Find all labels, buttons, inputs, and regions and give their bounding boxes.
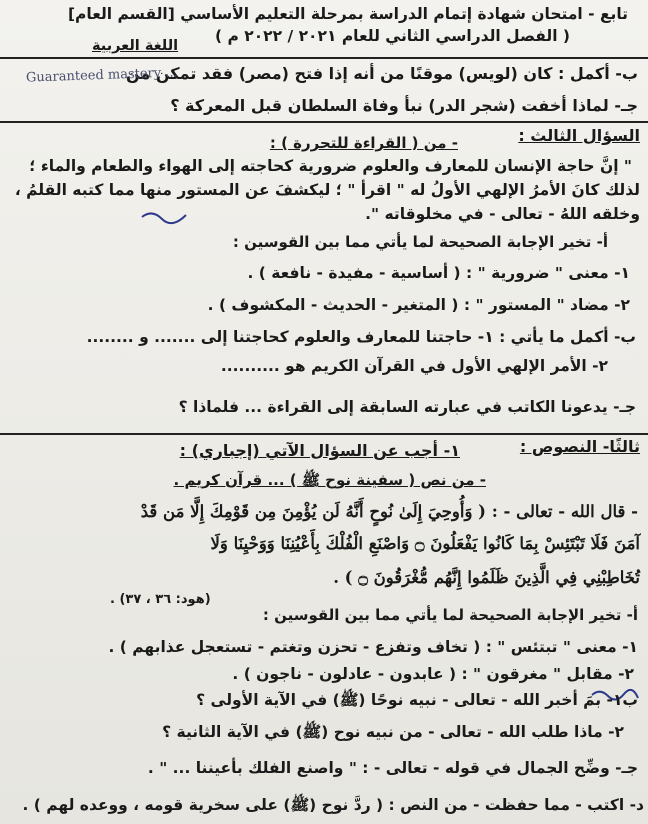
- section-3-label: ثالثًا- النصوص :: [519, 437, 640, 456]
- verse-line-3: تُخَاطِبْنِي فِي الَّذِينَ ظَلَمُوا إِنَّهُم مُّغْرَقُونَ ۝ ) .: [333, 568, 640, 587]
- part-b-question-b: ب- أكمل : كان (لويس) موقنًا من أنه إذا فتح (مصر) فقد تمكن من: [126, 64, 638, 83]
- q3-source: - من ( القراءة للتحررة ) :: [269, 134, 458, 152]
- pen-tick-mark: [140, 207, 190, 229]
- texts-instruction: أ- تخير الإجابة الصحيحة لما يأتي مما بين القوسين :: [262, 606, 638, 624]
- texts-item-2: ٢- مقابل " مغرقون " : ( عابدون - عادلون - ناجون ) .: [232, 665, 634, 683]
- q3-passage-line-3: وخلقه اللهُ - تعالى - في مخلوقاته ".: [365, 205, 640, 223]
- q3-question-c: جـ- يدعونا الكاتب في عبارته السابقة إلى القراءة ... فلماذا ؟: [178, 398, 636, 416]
- q3-passage-line-2: لذلك كانَ الأمرُ الإلهي الأولُ له " اقرأ " ؛ ليكشفَ عن المستور منها مما كتبه القلمُ ،: [14, 181, 640, 199]
- mandatory-question: ١- أجب عن السؤال الآتي (إجباري) :: [179, 441, 460, 460]
- q3-complete-2: ٢- الأمر الإلهي الأول في القرآن الكريم هو ..........: [220, 357, 608, 375]
- section-divider: [0, 433, 648, 435]
- q3-label: السؤال الثالث :: [518, 126, 640, 145]
- text-source: - من نص ( سفينة نوح ﷺ ) ... قرآن كريم .: [173, 471, 486, 489]
- texts-item-1: ١- معنى " تبتئس " : ( تخاف وتفزع - تحزن وتغتم - تستعجل عذابهم ) .: [108, 638, 638, 656]
- texts-question-b2: ٢- ماذا طلب الله - تعالى - من نبيه نوح (ﷺ) في الآية الثانية ؟: [162, 723, 624, 741]
- header-line-2: ( الفصل الدراسي الثاني للعام ٢٠٢١ / ٢٠٢٢ م ): [215, 27, 570, 45]
- q3-item-2: ٢- مضاد " المستور " : ( المتغير - الحديث - المكشوف ) .: [207, 296, 630, 314]
- part-b-question-c: جـ- لماذا أخفت (شجر الدر) نبأ وفاة السلطان قبل المعركة ؟: [170, 96, 638, 115]
- verse-line-1: - قال الله - تعالى - : ( وَأُوحِيَ إِلَىٰ نُوحٍ أَنَّهُ لَن يُؤْمِنَ مِن قَوْمِكَ إِلَّا مَن قَدْ: [140, 502, 638, 521]
- q3-passage-line-1: " إنَّ حاجة الإنسان للمعارف والعلوم ضرورية كحاجته إلى الهواء والطعام والماء ؛: [29, 157, 632, 175]
- texts-question-b1: ب١- بمَ أخبر الله - تعالى - نبيه نوحًا (ﷺ) في الآية الأولى ؟: [196, 691, 638, 709]
- verse-reference: (هود: ٣٦ ، ٣٧) .: [110, 592, 211, 607]
- texts-question-c: جـ- وضِّح الجمال في قوله - تعالى - : " واصنع الفلك بأعيننا ... " .: [147, 759, 638, 777]
- texts-question-d: د- اكتب - مما حفظت - من النص : ( ردَّ نوح (ﷺ) على سخرية قومه ، ووعده لهم ) .: [22, 796, 644, 814]
- q3-instruction: أ- تخير الإجابة الصحيحة لما يأتي مما بين القوسين :: [232, 233, 608, 251]
- q3-complete-1: ب- أكمل ما يأتي : ١- حاجتنا للمعارف والعلوم كحاجتنا إلى ....... و ........: [86, 328, 636, 346]
- handwritten-answer: Guaranteed mastery ...: [25, 65, 178, 86]
- subject-title: اللغة العربية: [92, 38, 179, 54]
- q3-item-1: ١- معنى " ضرورية " : ( أساسية - مفيدة - نافعة ) .: [247, 264, 630, 282]
- header-line-1: تابع - امتحان شهادة إتمام الدراسة بمرحلة التعليم الأساسي [القسم العام]: [67, 5, 628, 23]
- section-divider: [0, 121, 648, 123]
- header-divider: [0, 57, 648, 59]
- verse-line-2: آمَنَ فَلَا تَبْتَئِسْ بِمَا كَانُوا يَفْعَلُونَ ۝ وَاصْنَعِ الْفُلْكَ بِأَعْيُنِنَا وَوَحْيِنَا وَلَا: [210, 534, 640, 553]
